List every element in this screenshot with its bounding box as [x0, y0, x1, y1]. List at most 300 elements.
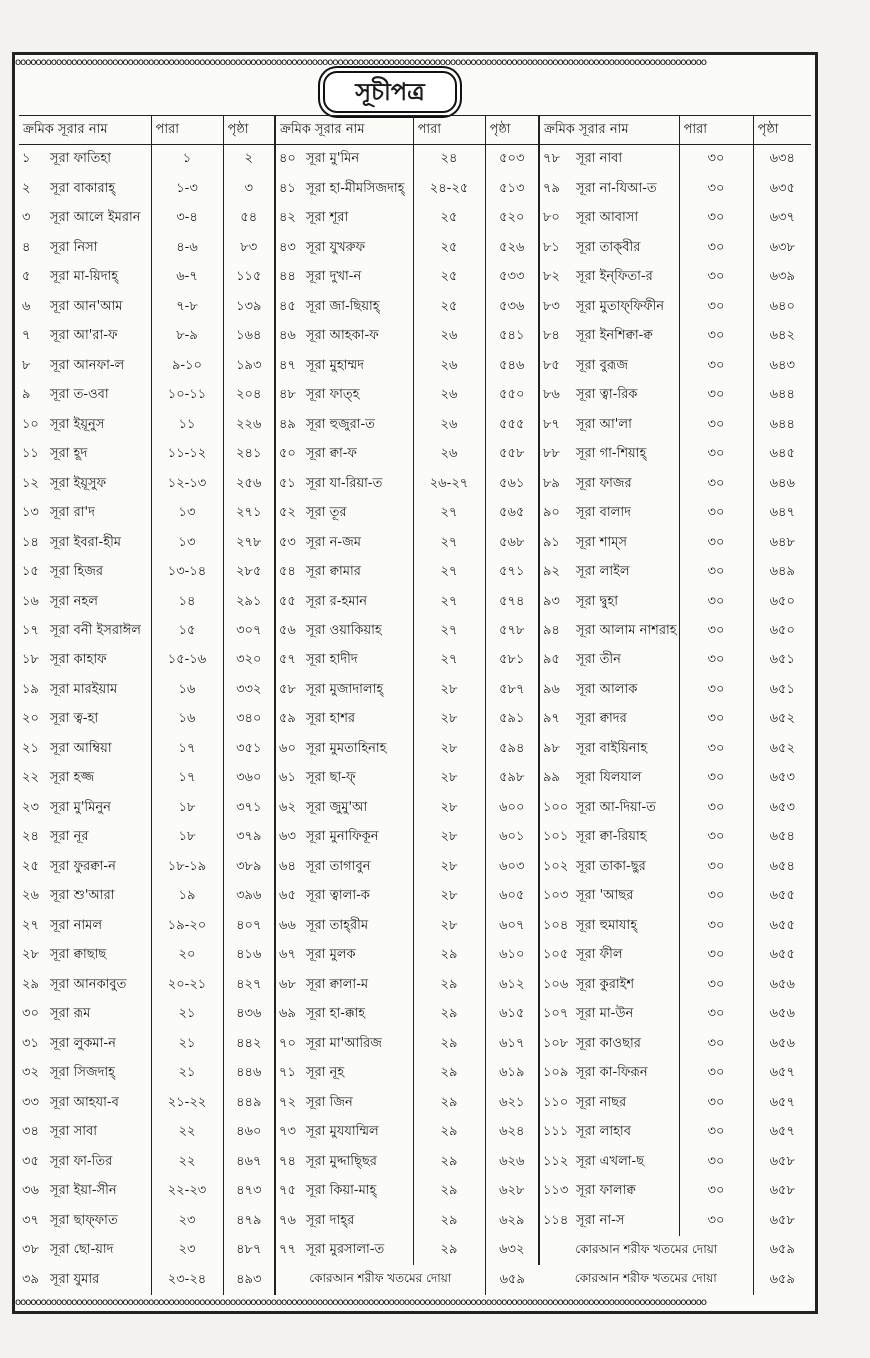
surah-name: সূরা তাহ্‌রীম — [303, 912, 413, 941]
surah-serial: ২৯ — [22, 976, 39, 992]
surah-para: ২৮ — [413, 882, 485, 911]
surah-para: ৩০ — [679, 735, 753, 764]
surah-serial: ৯৬ — [543, 681, 560, 697]
surah-page: ৬৩২ — [485, 1236, 539, 1265]
surah-para: ৩০ — [679, 322, 753, 351]
top-border-ornament: ooooooooooooooooooooooooooooooooooooooooooooooooooooooooooooooooooooooooooooooooooooooooooooooooooooooooooooooooooooooooooooooooooooooo — [15, 57, 706, 68]
table-row — [19, 1000, 811, 1029]
surah-serial: ৬৭ — [279, 947, 296, 963]
surah-serial: ৩৪ — [22, 1124, 39, 1140]
surah-page: ৫৫৫ — [485, 410, 539, 439]
table-row — [19, 558, 811, 587]
surah-name: সূরা লাইল — [573, 558, 679, 587]
surah-serial: ৭ — [22, 328, 31, 344]
surah-name: সূরা হূদ — [47, 440, 151, 469]
surah-serial: ৬২ — [279, 799, 296, 815]
surah-page: ৫৪৬ — [485, 351, 539, 380]
surah-name: সূরা জিন — [303, 1089, 413, 1118]
surah-page: ৫৭৮ — [485, 617, 539, 646]
surah-name: সূরা তূর — [303, 499, 413, 528]
surah-para: ১৮ — [151, 823, 223, 852]
surah-name: সূরা আহযা-ব — [47, 1089, 151, 1118]
surah-para: ১৭ — [151, 764, 223, 793]
surah-serial: ৫৩ — [279, 534, 296, 550]
surah-page: ৬০৩ — [485, 853, 539, 882]
header-page-3: পৃষ্ঠা — [753, 116, 811, 145]
surah-name: সূরা হাশর — [303, 705, 413, 734]
surah-page: ৬০০ — [485, 794, 539, 823]
surah-para: ২৬ — [413, 440, 485, 469]
surah-serial: ৩৩ — [22, 1094, 39, 1110]
surah-serial: ৭৭ — [279, 1242, 296, 1258]
table-row — [19, 735, 811, 764]
header-para-2: পারা — [413, 116, 485, 145]
surah-name: সূরা মুহাম্মদ — [303, 351, 413, 380]
surah-serial: ৯৪ — [543, 622, 560, 638]
surah-para: ৩০ — [679, 499, 753, 528]
surah-name: সূরা ছা-ফ্ — [303, 764, 413, 793]
surah-serial: ৬৮ — [279, 976, 296, 992]
surah-serial: ৪৮ — [279, 387, 296, 403]
surah-serial: ১০৪ — [543, 917, 569, 933]
surah-page: ৬৫৭ — [769, 1124, 795, 1140]
surah-serial: ১১২ — [543, 1153, 569, 1169]
table-row — [19, 1118, 811, 1147]
surah-name: সূরা আম্বিয়া — [47, 735, 151, 764]
surah-name: সূরা তাগাবুন — [303, 853, 413, 882]
surah-page: ৪২৭ — [223, 971, 275, 1000]
surah-name: সূরা মা-য়িদাহ্ — [47, 263, 151, 292]
surah-page: ৩ — [223, 174, 275, 203]
table-row — [19, 1265, 811, 1295]
surah-name: সূরা বুরূজ — [573, 351, 679, 380]
surah-name: সূরা যুমার — [47, 1265, 151, 1295]
surah-page: ৩৫১ — [223, 735, 275, 764]
surah-para: ২৮ — [413, 735, 485, 764]
surah-page: ৬১০ — [485, 941, 539, 970]
surah-name: সূরা আবাসা — [573, 204, 679, 233]
surah-page: ৫৫৮ — [485, 440, 539, 469]
surah-name: সূরা ইন্‌ফিতা-র — [573, 263, 679, 292]
surah-serial: ৩০ — [22, 1006, 39, 1022]
surah-page: ৬২৬ — [485, 1147, 539, 1176]
surah-para: ২৮ — [413, 764, 485, 793]
surah-serial: ৫২ — [279, 505, 296, 521]
surah-page: ৬৪২ — [769, 328, 795, 344]
surah-page: ৬৫৭ — [769, 1094, 795, 1110]
surah-page: ২৪১ — [223, 440, 275, 469]
surah-serial: ১০২ — [543, 858, 569, 874]
surah-name: সূরা মু'মিনুন — [47, 794, 151, 823]
surah-page: ৬৫৬ — [769, 976, 795, 992]
surah-serial: ১৫ — [22, 564, 39, 580]
surah-name: সূরা দ্বুহা — [573, 587, 679, 616]
surah-name: সূরা বালাদ — [573, 499, 679, 528]
surah-serial: ১৭ — [22, 622, 39, 638]
table-row — [19, 853, 811, 882]
surah-serial: ৭১ — [279, 1065, 296, 1081]
surah-page: ১১৫ — [223, 263, 275, 292]
surah-page: ৬২৮ — [485, 1177, 539, 1206]
header-page-2: পৃষ্ঠা — [485, 116, 539, 145]
surah-para: ১৩-১৪ — [151, 558, 223, 587]
surah-para: ২১-২২ — [151, 1089, 223, 1118]
surah-page: ২৭৮ — [223, 528, 275, 557]
surah-name: সূরা বাকারাহ্ — [47, 174, 151, 203]
table-row — [19, 263, 811, 292]
surah-serial: ২৬ — [22, 888, 39, 904]
surah-name: সূরা হা-মীমসিজদাহ্ — [303, 174, 413, 203]
table-row — [19, 410, 811, 439]
surah-page: ৬৩৫ — [769, 180, 795, 196]
surah-serial: ৫৪ — [279, 564, 296, 580]
surah-page: ৬৫৫ — [769, 947, 795, 963]
surah-para: ৩০ — [679, 1030, 753, 1059]
surah-serial: ৬৫ — [279, 888, 296, 904]
table-row — [19, 971, 811, 1000]
surah-serial: ৭৬ — [279, 1212, 296, 1228]
surah-name: সূরা শাম্‌স — [573, 528, 679, 557]
table-row — [19, 204, 811, 233]
surah-para: ১৬ — [151, 676, 223, 705]
surah-page: ৬৫১ — [769, 652, 795, 668]
surah-page: ৬১৫ — [485, 1000, 539, 1029]
surah-para: ৩০ — [679, 174, 753, 203]
surah-page: ২৯১ — [223, 587, 275, 616]
surah-name: সূরা ইয়ূনুস — [47, 410, 151, 439]
surah-para: ১৪ — [151, 587, 223, 616]
surah-serial: ১০১ — [543, 829, 569, 845]
surah-page: ৫৯৮ — [485, 764, 539, 793]
surah-serial: ৮৫ — [543, 357, 560, 373]
surah-serial: ৫০ — [279, 446, 296, 462]
surah-name: সূরা কা-ফিরূন — [573, 1059, 679, 1088]
surah-name: সূরা ফুরক্বা-ন — [47, 853, 151, 882]
surah-serial: ৮ — [22, 357, 31, 373]
surah-name: সূরা যুখরুফ — [303, 233, 413, 262]
surah-serial: ৬১ — [279, 770, 296, 786]
surah-page: ৫৯৪ — [485, 735, 539, 764]
surah-page: ৩৮৯ — [223, 853, 275, 882]
surah-page: ৬৩৪ — [769, 151, 795, 167]
surah-page: ৫১৩ — [485, 174, 539, 203]
surah-name: সূরা ছাফ্‌ফাত — [47, 1206, 151, 1235]
surah-name: সূরা ওয়াকিয়াহ — [303, 617, 413, 646]
surah-para: ৩০ — [679, 263, 753, 292]
surah-name: সূরা ফাজর — [573, 469, 679, 498]
surah-para: ২৮ — [413, 853, 485, 882]
surah-para: ৩০ — [679, 676, 753, 705]
surah-name: সূরা বনী ইসরাঈল — [47, 617, 151, 646]
table-row — [19, 1177, 811, 1206]
table-row — [19, 469, 811, 498]
surah-serial: ১৯ — [22, 681, 39, 697]
header-serial-name-3: ক্রমিক সূরার নাম — [539, 116, 679, 145]
surah-para: ২৬ — [413, 410, 485, 439]
surah-para: ৩০ — [679, 941, 753, 970]
surah-serial: ২৪ — [22, 829, 39, 845]
surah-name: সূরা না-যিআ-ত — [573, 174, 679, 203]
surah-serial: ৯০ — [543, 505, 560, 521]
surah-para: ৩০ — [679, 971, 753, 1000]
surah-serial: ৯৯ — [543, 770, 560, 786]
surah-para: ৩০ — [679, 1059, 753, 1088]
table-row — [19, 912, 811, 941]
surah-page: ৬৪৪ — [769, 387, 795, 403]
surah-serial: ১০৮ — [543, 1035, 569, 1051]
surah-para: ২১ — [151, 1030, 223, 1059]
surah-serial: ৯৭ — [543, 711, 560, 727]
surah-serial: ১০৭ — [543, 1006, 569, 1022]
surah-para: ২২-২৩ — [151, 1177, 223, 1206]
surah-para: ২৬ — [413, 322, 485, 351]
surah-serial: ৫১ — [279, 475, 296, 491]
surah-serial: ৭০ — [279, 1035, 296, 1051]
surah-name: সূরা আহকা-ফ — [303, 322, 413, 351]
surah-para: ৩০ — [679, 528, 753, 557]
surah-name: সূরা সিজদাহ্ — [47, 1059, 151, 1088]
surah-name: সূরা নাছর — [573, 1089, 679, 1118]
surah-para: ২৭ — [413, 528, 485, 557]
surah-page: ৬৫৬ — [769, 1006, 795, 1022]
table-row — [19, 587, 811, 616]
surah-serial: ১৩ — [22, 505, 39, 521]
header-serial-name-1: ক্রমিক সূরার নাম — [19, 116, 151, 145]
surah-para: ২৯ — [413, 1236, 485, 1265]
table-row — [19, 440, 811, 469]
surah-name: সূরা ইয়া-সীন — [47, 1177, 151, 1206]
surah-serial: ৯৮ — [543, 740, 560, 756]
surah-serial: ১০০ — [543, 799, 569, 815]
surah-para: ৩০ — [679, 204, 753, 233]
surah-page: ৬৫৫ — [769, 888, 795, 904]
surah-serial: ১০৬ — [543, 976, 569, 992]
table-row — [19, 381, 811, 410]
surah-name: সূরা কুরাইশ — [573, 971, 679, 1000]
surah-name: সূরা ত-ওবা — [47, 381, 151, 410]
surah-para: ১৬ — [151, 705, 223, 734]
surah-page: ৪৭৯ — [223, 1206, 275, 1235]
surah-page: ৬৪৮ — [769, 534, 795, 550]
surah-para: ২৭ — [413, 499, 485, 528]
surah-name: সূরা তাকা-ছুর — [573, 853, 679, 882]
surah-page: ৬৫৭ — [769, 1065, 795, 1081]
surah-name: সূরা বাইয়িনাহ — [573, 735, 679, 764]
surah-serial: ৯৫ — [543, 652, 560, 668]
surah-page: ৬০৭ — [485, 912, 539, 941]
surah-name: সূরা মা-উন — [573, 1000, 679, 1029]
surah-para: ৩০ — [679, 912, 753, 941]
surah-serial: ৪৫ — [279, 298, 296, 314]
surah-para: ২৩ — [151, 1206, 223, 1235]
surah-page: ৮৩ — [223, 233, 275, 262]
surah-serial: ২৩ — [22, 799, 39, 815]
surah-page: ৬৫৪ — [769, 858, 795, 874]
surah-name: সূরা তাক্‌বীর — [573, 233, 679, 262]
surah-para: ২৫ — [413, 204, 485, 233]
surah-page: ১৬৪ — [223, 322, 275, 351]
table-row — [19, 145, 811, 175]
surah-serial: ৬ — [22, 298, 31, 314]
table-row — [19, 941, 811, 970]
surah-para: ২৮ — [413, 676, 485, 705]
surah-serial: ৮৪ — [543, 328, 560, 344]
surah-para: ২৭ — [413, 587, 485, 616]
surah-para: ১১ — [151, 410, 223, 439]
surah-page: ৩৯৬ — [223, 882, 275, 911]
surah-page: ৬৪৭ — [769, 505, 795, 521]
surah-para: ৩০ — [679, 440, 753, 469]
surah-para: ৩০ — [679, 292, 753, 321]
surah-name: সূরা হুজুরা-ত — [303, 410, 413, 439]
surah-page: ৫৬৮ — [485, 528, 539, 557]
surah-name: সূরা মুলক — [303, 941, 413, 970]
surah-page: ৫৩৬ — [485, 292, 539, 321]
surah-para: ২৯ — [413, 1030, 485, 1059]
surah-name: সূরা মুজাদালাহ্ — [303, 676, 413, 705]
surah-name: সূরা সাবা — [47, 1118, 151, 1147]
surah-serial: ৮০ — [543, 210, 560, 226]
surah-page: ৫২৬ — [485, 233, 539, 262]
surah-serial: ৭৩ — [279, 1124, 296, 1140]
surah-page: ১৩৯ — [223, 292, 275, 321]
surah-name: সূরা আন'আম — [47, 292, 151, 321]
surah-serial: ২২ — [22, 770, 39, 786]
surah-name: সূরা ক্বামার — [303, 558, 413, 587]
surah-para: ২৮ — [413, 794, 485, 823]
toc-table — [19, 115, 811, 1295]
surah-name: সূরা হিজর — [47, 558, 151, 587]
surah-name: সূরা যা-রিয়া-ত — [303, 469, 413, 498]
surah-page: ৪৪৬ — [223, 1059, 275, 1088]
surah-page: ২৫৬ — [223, 469, 275, 498]
surah-name: সূরা জা-ছিয়াহ্ — [303, 292, 413, 321]
surah-page: ৬৪৫ — [769, 446, 795, 462]
surah-page: ৬৫৮ — [769, 1153, 795, 1169]
surah-serial: ৪১ — [279, 180, 296, 196]
surah-name: সূরা আ'লা — [573, 410, 679, 439]
surah-para: ৭-৮ — [151, 292, 223, 321]
surah-name: সূরা মুদ্দাছ্ছির — [303, 1147, 413, 1176]
surah-name: সূরা ফালাক্ব — [573, 1177, 679, 1206]
surah-serial: ৯২ — [543, 564, 560, 580]
surah-page: ৬৩৮ — [769, 239, 795, 255]
surah-para: ১৩ — [151, 499, 223, 528]
surah-serial: ৮১ — [543, 239, 560, 255]
surah-page: ৬৫৫ — [769, 917, 795, 933]
surah-serial: ১১১ — [543, 1124, 569, 1140]
surah-page: ২২৬ — [223, 410, 275, 439]
table-row — [19, 882, 811, 911]
surah-serial: ৪৬ — [279, 328, 296, 344]
surah-name: সূরা জুমু'আ — [303, 794, 413, 823]
closing-prayer-page: ৬৫৯ — [769, 1242, 795, 1258]
surah-name: সূরা ক্বাছাছ — [47, 941, 151, 970]
surah-name: সূরা ক্বা-ফ — [303, 440, 413, 469]
surah-para: ৪-৬ — [151, 233, 223, 262]
surah-para: ১১-১২ — [151, 440, 223, 469]
surah-name: সূরা কিয়া-মাহ্ — [303, 1177, 413, 1206]
surah-page: ৬৪০ — [769, 298, 795, 314]
surah-page: ৩৪০ — [223, 705, 275, 734]
closing-prayer-page: ৬৫৯ — [769, 1271, 795, 1287]
surah-serial: ৯১ — [543, 534, 560, 550]
surah-page: ২০৪ — [223, 381, 275, 410]
surah-para: ৩০ — [679, 794, 753, 823]
surah-serial: ৭৮ — [543, 151, 560, 167]
surah-para: ৩০ — [679, 1177, 753, 1206]
surah-serial: ৪৩ — [279, 239, 296, 255]
table-row — [19, 528, 811, 557]
surah-page: ৫৭১ — [485, 558, 539, 587]
surah-serial: ৮৯ — [543, 475, 560, 491]
header-row — [19, 116, 811, 145]
surah-serial: ৪৪ — [279, 269, 296, 285]
surah-page: ৩০৭ — [223, 617, 275, 646]
surah-para: ৩০ — [679, 233, 753, 262]
surah-name: সূরা মুযযাম্মিল — [303, 1118, 413, 1147]
table-row — [19, 233, 811, 262]
surah-page: ৬৫০ — [769, 593, 795, 609]
surah-name: সূরা মুনাফিকূন — [303, 823, 413, 852]
surah-page: ৪৪২ — [223, 1030, 275, 1059]
surah-page: ৪৯৩ — [223, 1265, 275, 1295]
surah-para: ২৩-২৪ — [151, 1265, 223, 1295]
surah-name: সূরা ন-জম — [303, 528, 413, 557]
surah-name: সূরা র-হমান — [303, 587, 413, 616]
surah-para: ৩০ — [679, 1118, 753, 1147]
surah-name: সূরা নূহ — [303, 1059, 413, 1088]
surah-para: ২৭ — [413, 617, 485, 646]
surah-para: ২৬-২৭ — [413, 469, 485, 498]
surah-page: ২ — [223, 145, 275, 175]
surah-page: ৬৫১ — [769, 681, 795, 697]
surah-serial: ৭৫ — [279, 1183, 296, 1199]
surah-name: সূরা শু'আরা — [47, 882, 151, 911]
surah-name: সূরা রূম — [47, 1000, 151, 1029]
surah-name: সূরা তীন — [573, 646, 679, 675]
surah-para: ২৮ — [413, 912, 485, 941]
surah-serial: ৭২ — [279, 1094, 296, 1110]
surah-name: সূরা কাহাফ — [47, 646, 151, 675]
surah-name: সূরা দাহ্‌র — [303, 1206, 413, 1235]
surah-name: সূরা ফাতিহা — [47, 145, 151, 175]
surah-serial: ৬৪ — [279, 858, 296, 874]
surah-para: ৩০ — [679, 381, 753, 410]
surah-name: সূরা নাবা — [573, 145, 679, 175]
surah-page: ৪৮৭ — [223, 1236, 275, 1265]
surah-para: ৩০ — [679, 646, 753, 675]
surah-page: ৬৫৬ — [769, 1035, 795, 1051]
surah-para: ২৯ — [413, 1206, 485, 1235]
surah-name: সূরা মারইয়াম — [47, 676, 151, 705]
surah-serial: ৩৯ — [22, 1271, 39, 1287]
surah-serial: ৫৮ — [279, 681, 296, 697]
surah-page: ৬৫০ — [769, 622, 795, 638]
table-row — [19, 174, 811, 203]
surah-page: ৬২১ — [485, 1089, 539, 1118]
table-row — [19, 646, 811, 675]
surah-page: ৬২৯ — [485, 1206, 539, 1235]
surah-page: ৬১৯ — [485, 1059, 539, 1088]
surah-serial: ১১ — [22, 446, 39, 462]
surah-serial: ৩ — [22, 210, 31, 226]
surah-para: ২৮ — [413, 823, 485, 852]
surah-para: ২৯ — [413, 1177, 485, 1206]
surah-para: ৩০ — [679, 764, 753, 793]
closing-prayer-label: কোরআন শরীফ খতমের দোয়া — [539, 1236, 753, 1265]
surah-name: সূরা ফাত্‌হ — [303, 381, 413, 410]
